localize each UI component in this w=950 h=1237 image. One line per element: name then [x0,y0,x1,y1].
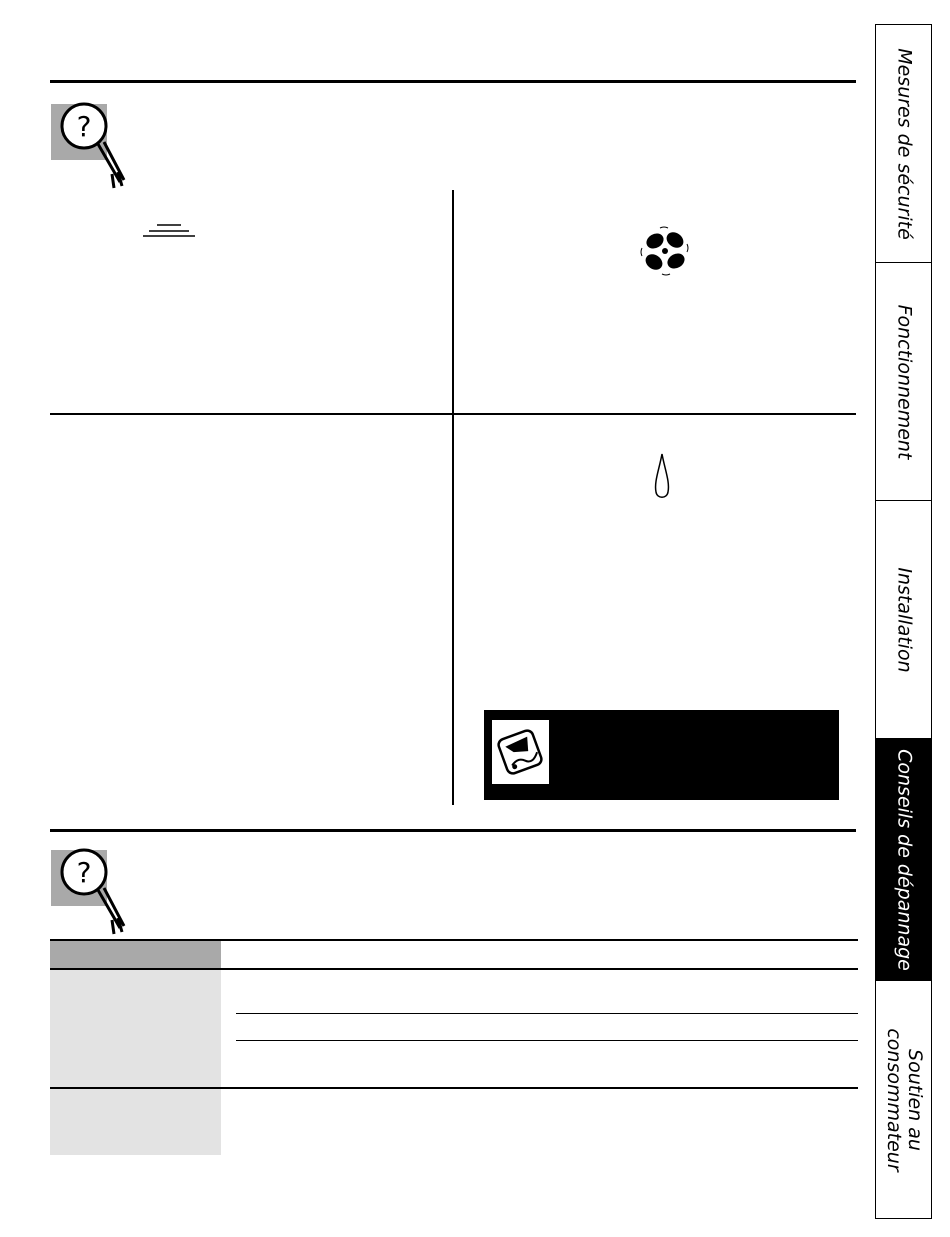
tab-label: Fonctionnement [893,304,915,459]
website-callout-box [484,710,839,800]
table-row-1-sub-rule-1 [236,1013,858,1014]
tab-label: Soutien au consommateur [882,1027,926,1172]
side-tab-navigation [875,24,932,1219]
tab-mesures-de-securite[interactable] [876,24,931,262]
tab-conseils-de-depannage[interactable] [876,738,931,980]
tab-soutien-au-consommateur[interactable] [876,980,931,1218]
tab-label: Mesures de sécurité [893,47,915,240]
tab-label: Conseils de dépannage [893,748,915,971]
table-header-cell [50,941,221,968]
svg-text:?: ? [76,856,92,889]
heat-waves-icon [143,224,195,238]
table-row-2-problem-cell [50,1089,221,1155]
svg-text:?: ? [76,110,92,143]
fan-icon [638,226,692,276]
second-section-rule [50,829,856,832]
row-divider [50,413,856,415]
top-section-rule [50,80,856,83]
tab-fonctionnement[interactable] [876,262,931,500]
table-row-1-problem-cell [50,970,221,1087]
water-drop-icon [653,452,671,502]
question-magnifier-icon-2 [50,846,130,938]
tab-label: Installation [893,566,915,673]
table-row-1-sub-rule-2 [236,1040,858,1041]
tab-installation[interactable] [876,500,931,738]
question-magnifier-icon [50,100,130,192]
column-divider [452,190,454,805]
website-icon [492,720,549,784]
